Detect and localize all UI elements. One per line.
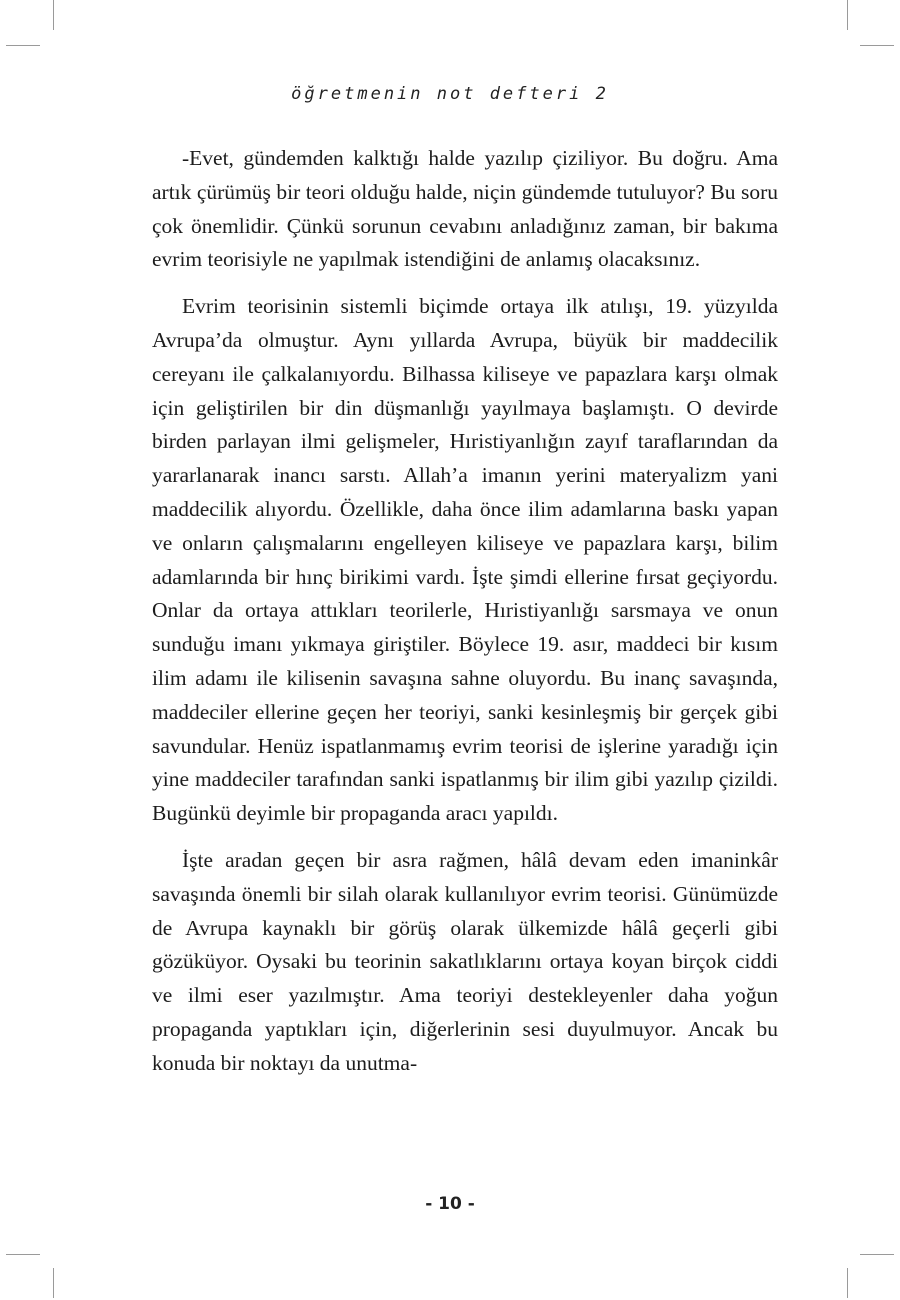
paragraph-1: -Evet, gündemden kalktığı halde yazılıp çiziliyor. Bu doğru. Ama artık çürümüş bir teori olduğu halde, niçin gündemde tutuluyor? Bu soru çok önemlidir. Çünkü sorunun cevabını anladığınız zaman, bir bakıma evrim teorisiyle ne yapılmak istendiğini de anlamış olacaksınız. (152, 146, 778, 272)
crop-mark-top-left-horizontal (6, 45, 40, 46)
crop-mark-top-right-vertical (847, 0, 848, 30)
crop-mark-top-left-vertical (53, 0, 54, 30)
crop-mark-bottom-left-horizontal (6, 1254, 40, 1255)
page-number: - 10 - (425, 1194, 475, 1214)
body-text (152, 142, 778, 1081)
paragraph-2: Evrim teorisinin sistemli biçimde ortaya ilk atılışı, 19. yüzyılda Avrupa’da olmuştur. Aynı yıllarda Avrupa, büyük bir maddecilik cereyanı ile çalkalanıyordu. Bilhassa kiliseye ve papazlara karşı olmak için geliştirilen bir din düşmanlığı yayılmaya başlamıştı. O devirde birden parlayan ilmi gelişmeler, Hıristiyanlığın zayıf taraflarından da yararlanarak inancı sarstı. Allah’a imanın yerini materyalizm yani maddecilik alıyordu. Özellikle, daha önce ilim adamlarına baskı yapan ve onların çalışmalarını engelleyen kiliseye ve papazlara karşı, bilim adamlarında bir hınç birikimi vardı. İşte şimdi ellerine fırsat geçiyordu. Onlar da ortaya attıkları teorilerle, Hıristiyanlığı sarsmaya ve onun sunduğu imanı yıkmaya giriştiler. Böylece 19. asır, maddeci bir kısım ilim adamı ile kilisenin savaşına sahne oluyordu. Bu inanç savaşında, maddeciler ellerine geçen her teoriyi, sanki kesinleşmiş bir gerçek gibi savundular. Henüz ispatlanmamış evrim teorisi de işlerine yaradığı için yine maddeciler tarafından sanki ispatlanmış bir ilim gibi yazılıp çizildi. Bugünkü deyimle bir propaganda aracı yapıldı. (152, 294, 778, 826)
crop-mark-top-right-horizontal (860, 45, 894, 46)
crop-mark-bottom-left-vertical (53, 1268, 54, 1298)
paragraph-3: İşte aradan geçen bir asra rağmen, hâlâ devam eden imaninkâr savaşında önemli bir silah olarak kullanılıyor evrim teorisi. Günümüzde de Avrupa kaynaklı bir görüş olarak ülkemizde hâlâ geçerli gibi gözüküyor. Oysaki bu teorinin sakatlıklarını ortaya koyan birçok ciddi ve ilmi eser yazılmıştır. Ama teoriyi destekleyenler daha yoğun propaganda yaptıkları için, diğerlerinin sesi duyulmuyor. Ancak bu konuda bir noktayı da unutma- (152, 847, 778, 1075)
running-header-title: öğretmenin not defteri 2 (291, 84, 609, 104)
crop-mark-bottom-right-horizontal (860, 1254, 894, 1255)
crop-mark-bottom-right-vertical (847, 1268, 848, 1298)
